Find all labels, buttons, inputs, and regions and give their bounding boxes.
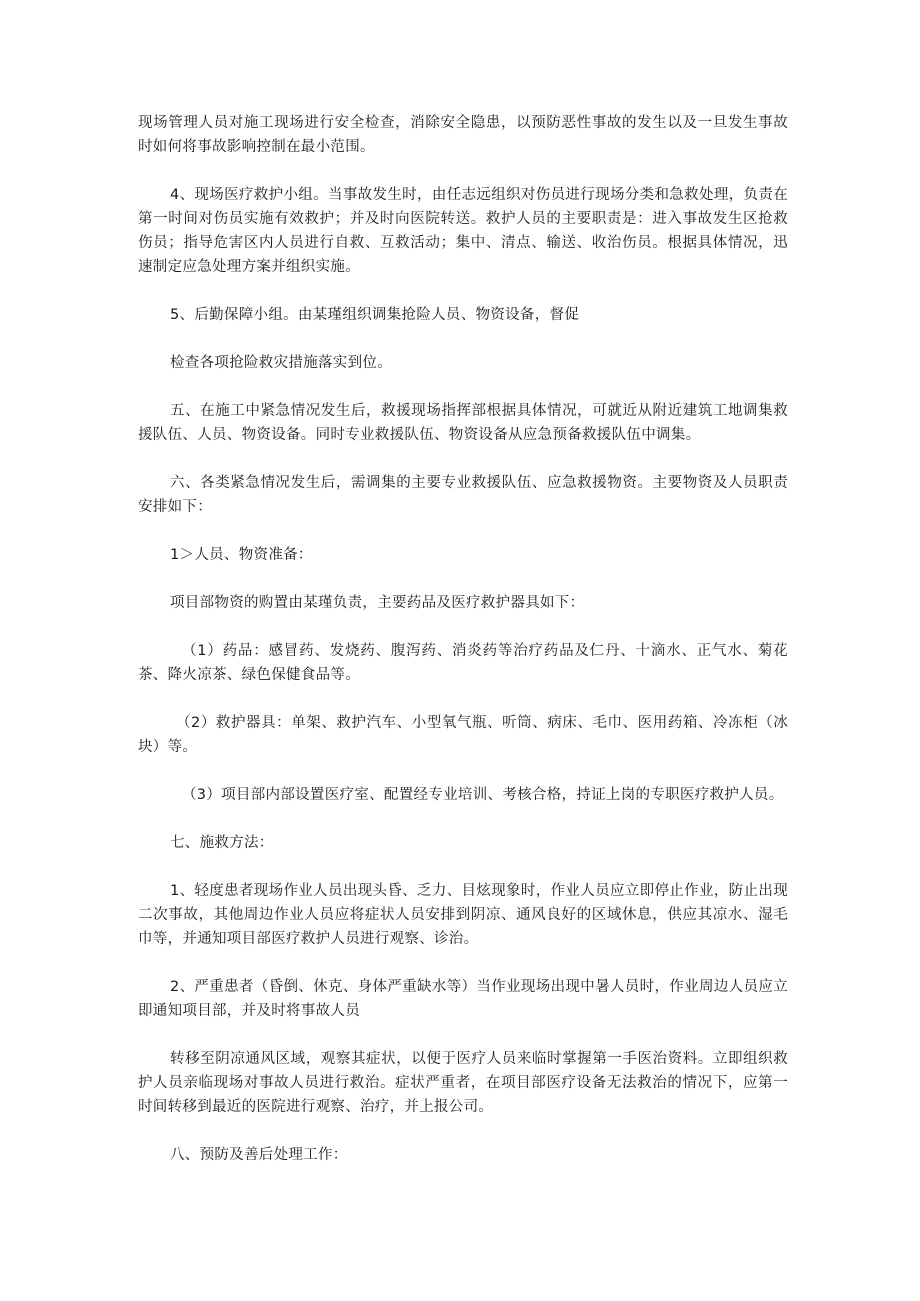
paragraph-section-eight: 八、预防及善后处理工作： bbox=[170, 1147, 348, 1163]
paragraph-section-six: 六、各类紧急情况发生后，需调集的主要专业救援队伍、应急救援物资。主要物资及人员职责安排如下： bbox=[138, 475, 788, 515]
paragraph-rescue-equipment: （2）救护器具：单架、救护汽车、小型氧气瓶、听筒、病床、毛巾、医用药箱、冷冻柜（冰块）等。 bbox=[138, 715, 788, 755]
paragraph-logistics-team: 5、后勤保障小组。由某瑾组织调集抢险人员、物资设备，督促 bbox=[170, 307, 580, 323]
paragraph-section-seven: 七、施救方法： bbox=[170, 835, 274, 851]
paragraph-section-five: 五、在施工中紧急情况发生后，救援现场指挥部根据具体情况，可就近从附近建筑工地调集救援队伍、人员、物资设备。同时专业救援队伍、物资设备从应急预备救援队伍中调集。 bbox=[138, 403, 788, 443]
paragraph-personnel-materials: 1＞人员、物资准备： bbox=[170, 547, 313, 563]
paragraph-mild-cases: 1、轻度患者现场作业人员出现头昏、乏力、目炫现象时，作业人员应立即停止作业，防止出现二次事故，其他周边作业人员应将症状人员安排到阴凉、通风良好的区域休息，供应其凉水、湿毛巾等，并通知项目部医疗救护人员进行观察、诊治。 bbox=[138, 883, 788, 947]
paragraph-medical-room: （3）项目部内部设置医疗室、配置经专业培训、考核合格，持证上岗的专职医疗救护人员。 bbox=[182, 787, 784, 803]
paragraph-procurement: 项目部物资的购置由某瑾负责，主要药品及医疗救护器具如下： bbox=[170, 595, 585, 611]
paragraph-transfer: 转移至阴凉通风区域，观察其症状，以便于医疗人员来临时掌握第一手医治资料。立即组织救护人员亲临现场对事故人员进行救治。症状严重者，在项目部医疗设备无法救治的情况下，应第一时间转移到最近的医院进行观察、治疗，并上报公司。 bbox=[138, 1051, 788, 1115]
paragraph-medicines: （1）药品：感冒药、发烧药、腹泻药、消炎药等治疗药品及仁丹、十滴水、正气水、菊花茶、降火凉茶、绿色保健食品等。 bbox=[138, 643, 788, 683]
paragraph-inspection: 检查各项抢险救灾措施落实到位。 bbox=[170, 355, 392, 371]
paragraph-medical-rescue-team: 4、现场医疗救护小组。当事故发生时，由任志远组织对伤员进行现场分类和急救处理，负责在第一时间对伤员实施有效救护；并及时向医院转送。救护人员的主要职责是：进入事故发生区抢救伤员；指导危害区内人员进行自救、互救活动；集中、清点、输送、收治伤员。根据具体情况，迅速制定应急处理方案并组织实施。 bbox=[138, 187, 788, 275]
paragraph-severe-cases: 2、严重患者（昏倒、休克、身体严重缺水等）当作业现场出现中暑人员时，作业周边人员应立即通知项目部，并及时将事故人员 bbox=[138, 979, 788, 1019]
paragraph-safety-check: 现场管理人员对施工现场进行安全检查，消除安全隐患，以预防恶性事故的发生以及一旦发生事故时如何将事故影响控制在最小范围。 bbox=[138, 115, 788, 155]
